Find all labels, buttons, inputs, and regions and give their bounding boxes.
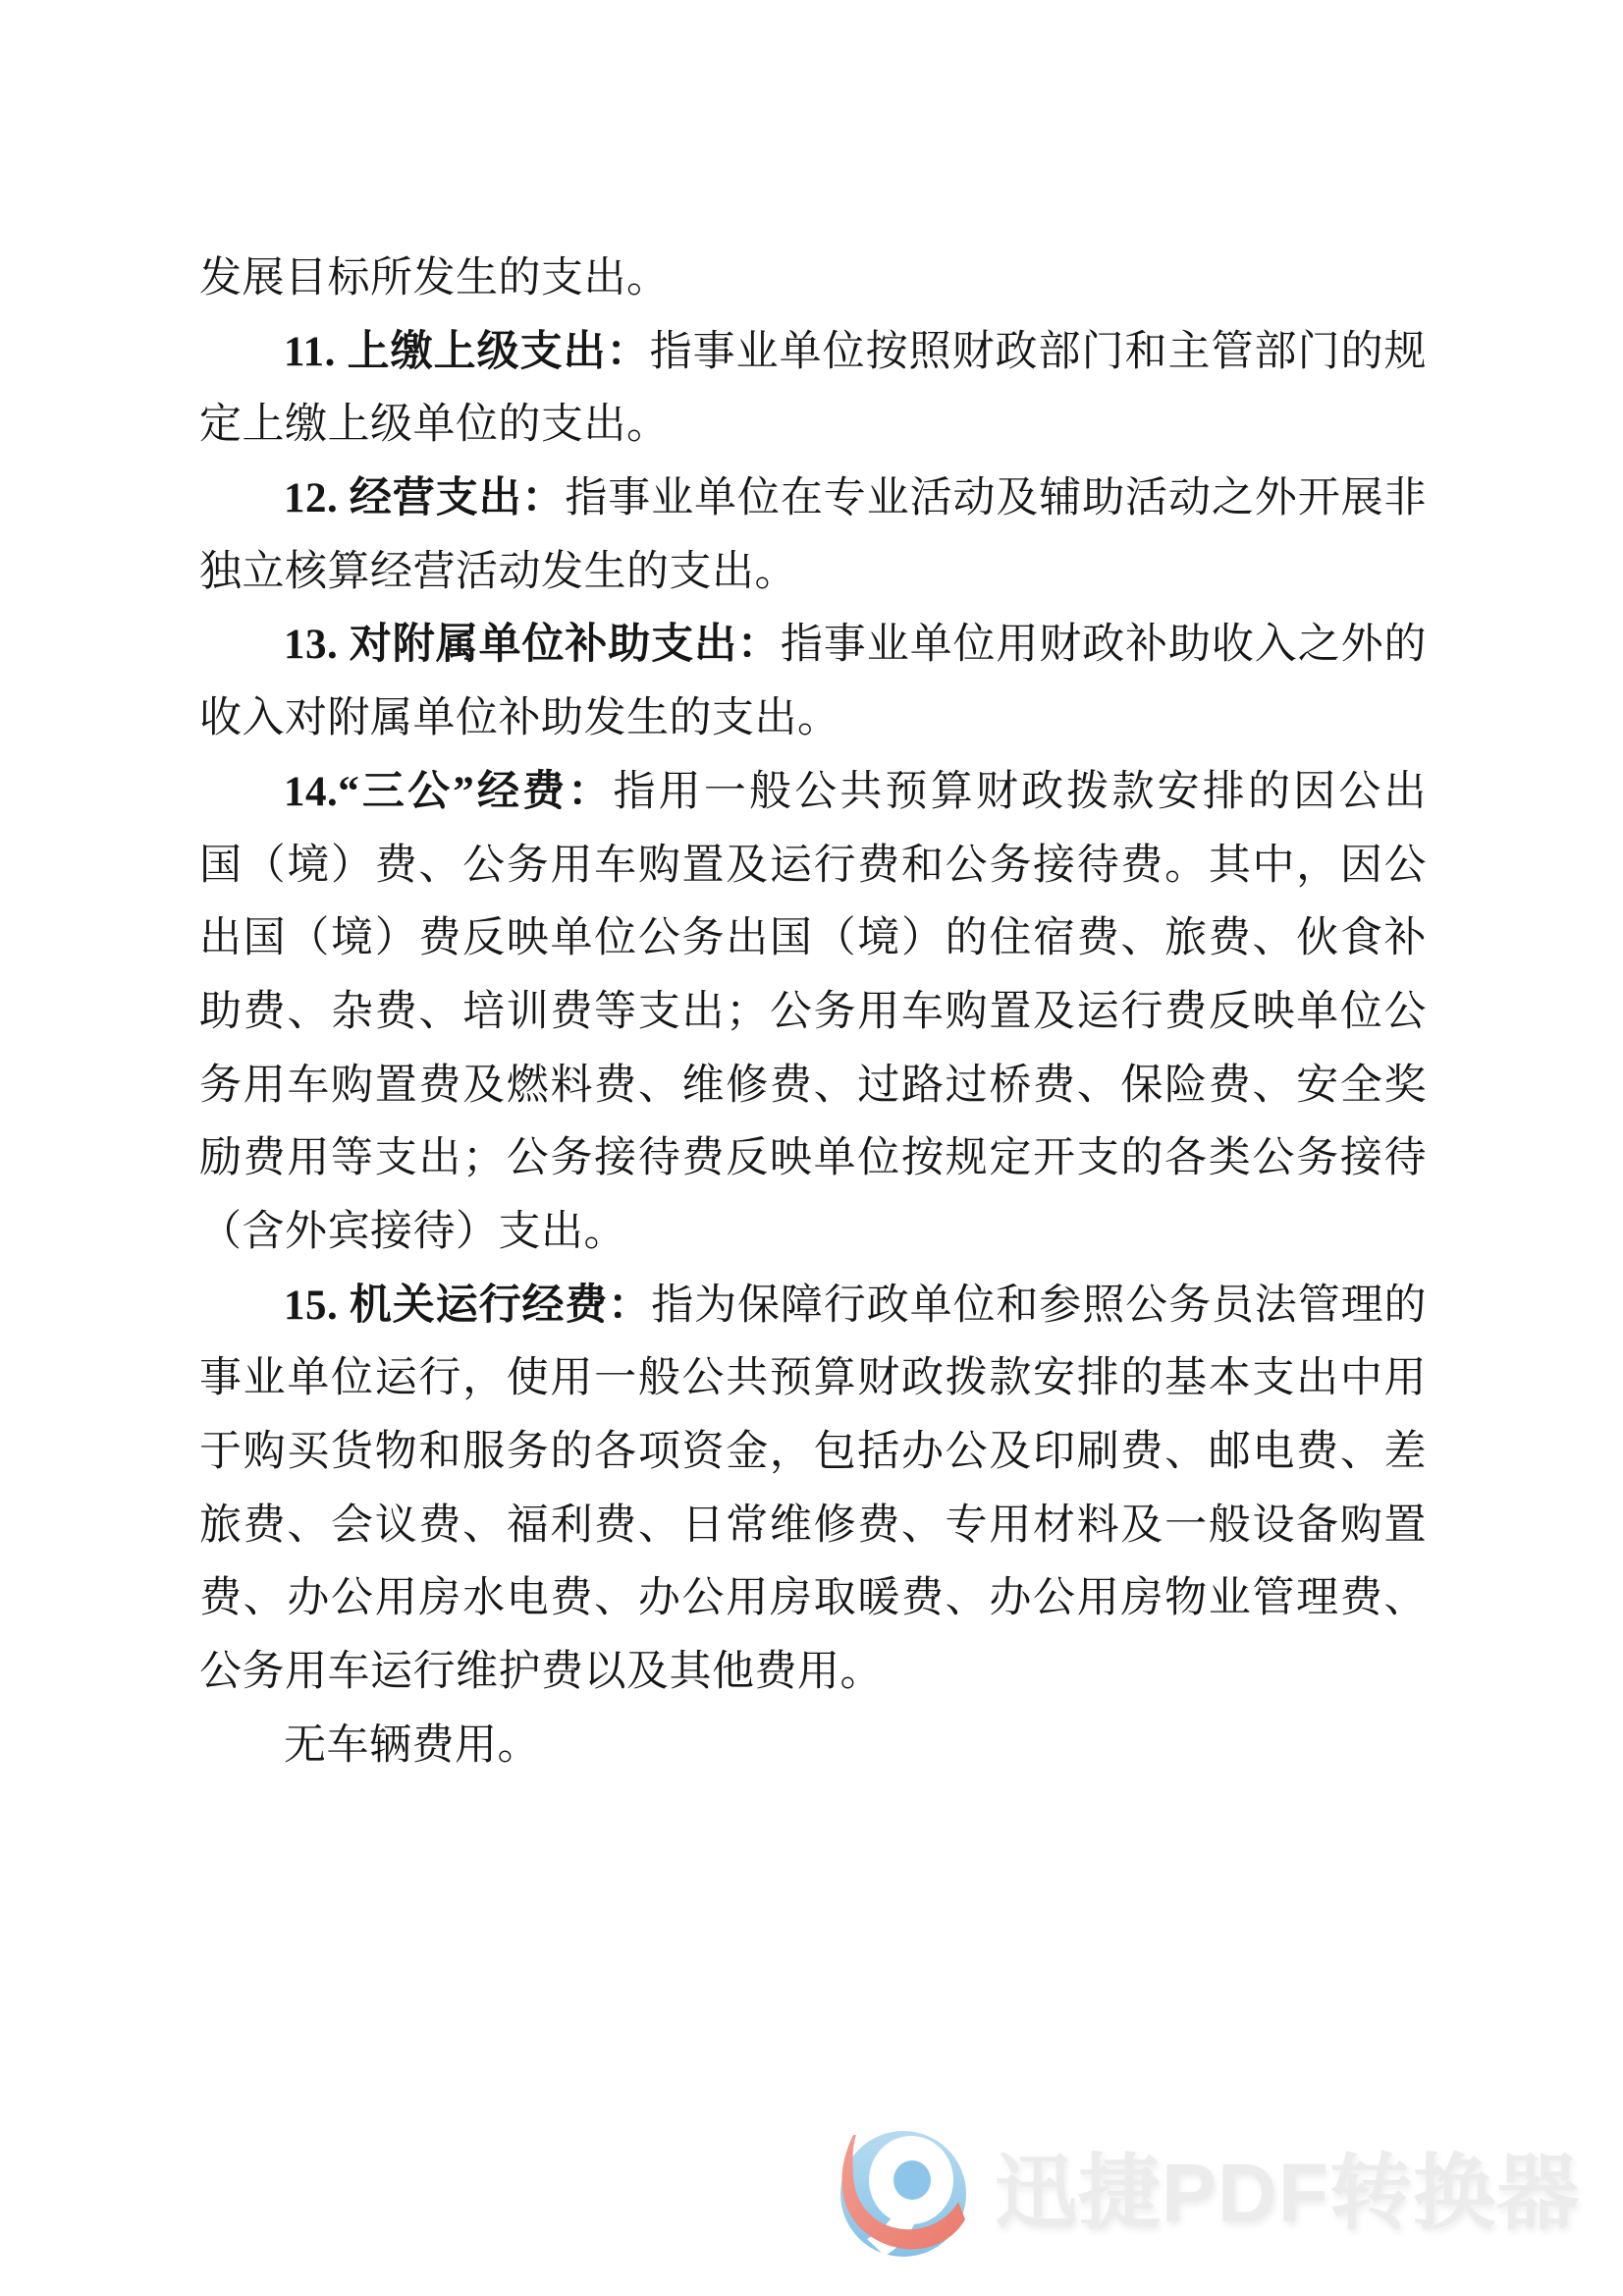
text-line — [199, 389, 1427, 463]
paragraph-text: 出国（境）费反映单位公务出国（境）的住宿费、旅费、伙食补 — [199, 915, 1427, 962]
text-line — [199, 683, 1427, 756]
watermark-text: 迅捷PDF转换器 — [995, 2147, 1581, 2239]
logo-ribbon — [841, 2135, 965, 2249]
paragraph-text: 公务用车运行维护费以及其他费用。 — [199, 1649, 883, 1696]
text-line — [199, 976, 1427, 1050]
paragraph-heading: 11. 上缴上级支出： — [284, 328, 650, 375]
paragraph-text: 助费、杂费、培训费等支出；公务用车购置及运行费反映单位公 — [199, 988, 1427, 1035]
text-line — [199, 463, 1427, 536]
text-line — [199, 1562, 1427, 1636]
pdf-converter-logo-icon — [839, 2129, 967, 2257]
text-line — [199, 902, 1427, 976]
logo-p-shape — [869, 2136, 953, 2224]
logo-p-stem — [867, 2212, 915, 2256]
paragraph-text: 收入对附属单位补助发生的支出。 — [199, 695, 840, 742]
paragraph-heading: 15. 机关运行经费： — [284, 1282, 652, 1329]
text-line — [199, 1270, 1427, 1343]
paragraph-text: 国（境）费、公务用车购置及运行费和公务接待费。其中，因公 — [199, 842, 1427, 889]
paragraph-text: 费、办公用房水电费、办公用房取暖费、办公用房物业管理费、 — [199, 1575, 1427, 1622]
watermark — [839, 2129, 1580, 2257]
paragraph-text: （含外宾接待）支出。 — [199, 1208, 626, 1255]
text-line — [199, 243, 1427, 316]
paragraph-text: 励费用等支出；公务接待费反映单位按规定开支的各类公务接待 — [199, 1135, 1427, 1182]
paragraph-heading: 13. 对附属单位补助支出： — [284, 622, 781, 669]
text-line — [199, 536, 1427, 610]
text-line — [199, 1050, 1427, 1123]
paragraph-text: 发展目标所发生的支出。 — [199, 255, 670, 301]
text-line — [199, 1342, 1427, 1416]
text-line — [199, 316, 1427, 390]
paragraph-text: 指为保障行政单位和参照公务员法管理的 — [651, 1282, 1428, 1329]
text-line — [199, 1196, 1427, 1270]
paragraph-text: 指用一般公共预算财政拨款安排的因公出 — [613, 768, 1428, 815]
paragraph-text: 指事业单位按照财政部门和主管部门的规 — [649, 328, 1427, 375]
paragraph-text: 旅费、会议费、福利费、日常维修费、专用材料及一般设备购置 — [199, 1502, 1427, 1549]
paragraph-heading: 12. 经营支出： — [284, 475, 566, 522]
paragraph-text: 事业单位运行，使用一般公共预算财政拨款安排的基本支出中用 — [199, 1355, 1427, 1402]
text-line — [199, 1710, 1427, 1783]
text-line — [199, 830, 1427, 903]
text-line — [199, 756, 1427, 830]
logo-p-hole — [893, 2160, 931, 2200]
text-line — [199, 1416, 1427, 1490]
text-line — [199, 1490, 1427, 1563]
paragraph-text: 定上缴上级单位的支出。 — [199, 402, 670, 449]
paragraph-text: 指事业单位在专业活动及辅助活动之外开展非 — [565, 475, 1428, 522]
paragraph-text: 指事业单位用财政补助收入之外的 — [780, 622, 1428, 669]
logo-circle — [840, 2131, 966, 2257]
paragraph-text: 独立核算经营活动发生的支出。 — [199, 548, 797, 595]
text-line — [199, 1122, 1427, 1196]
paragraph-text: 无车辆费用。 — [284, 1722, 540, 1769]
text-line — [199, 609, 1427, 683]
paragraph-heading: 14.“三公”经费： — [284, 768, 614, 815]
paragraph-text: 务用车购置费及燃料费、维修费、过路过桥费、保险费、安全奖 — [199, 1062, 1427, 1109]
text-line — [199, 1636, 1427, 1710]
paragraph-text: 于购买货物和服务的各项资金，包括办公及印刷费、邮电费、差 — [199, 1429, 1427, 1475]
document-body — [199, 243, 1427, 1782]
